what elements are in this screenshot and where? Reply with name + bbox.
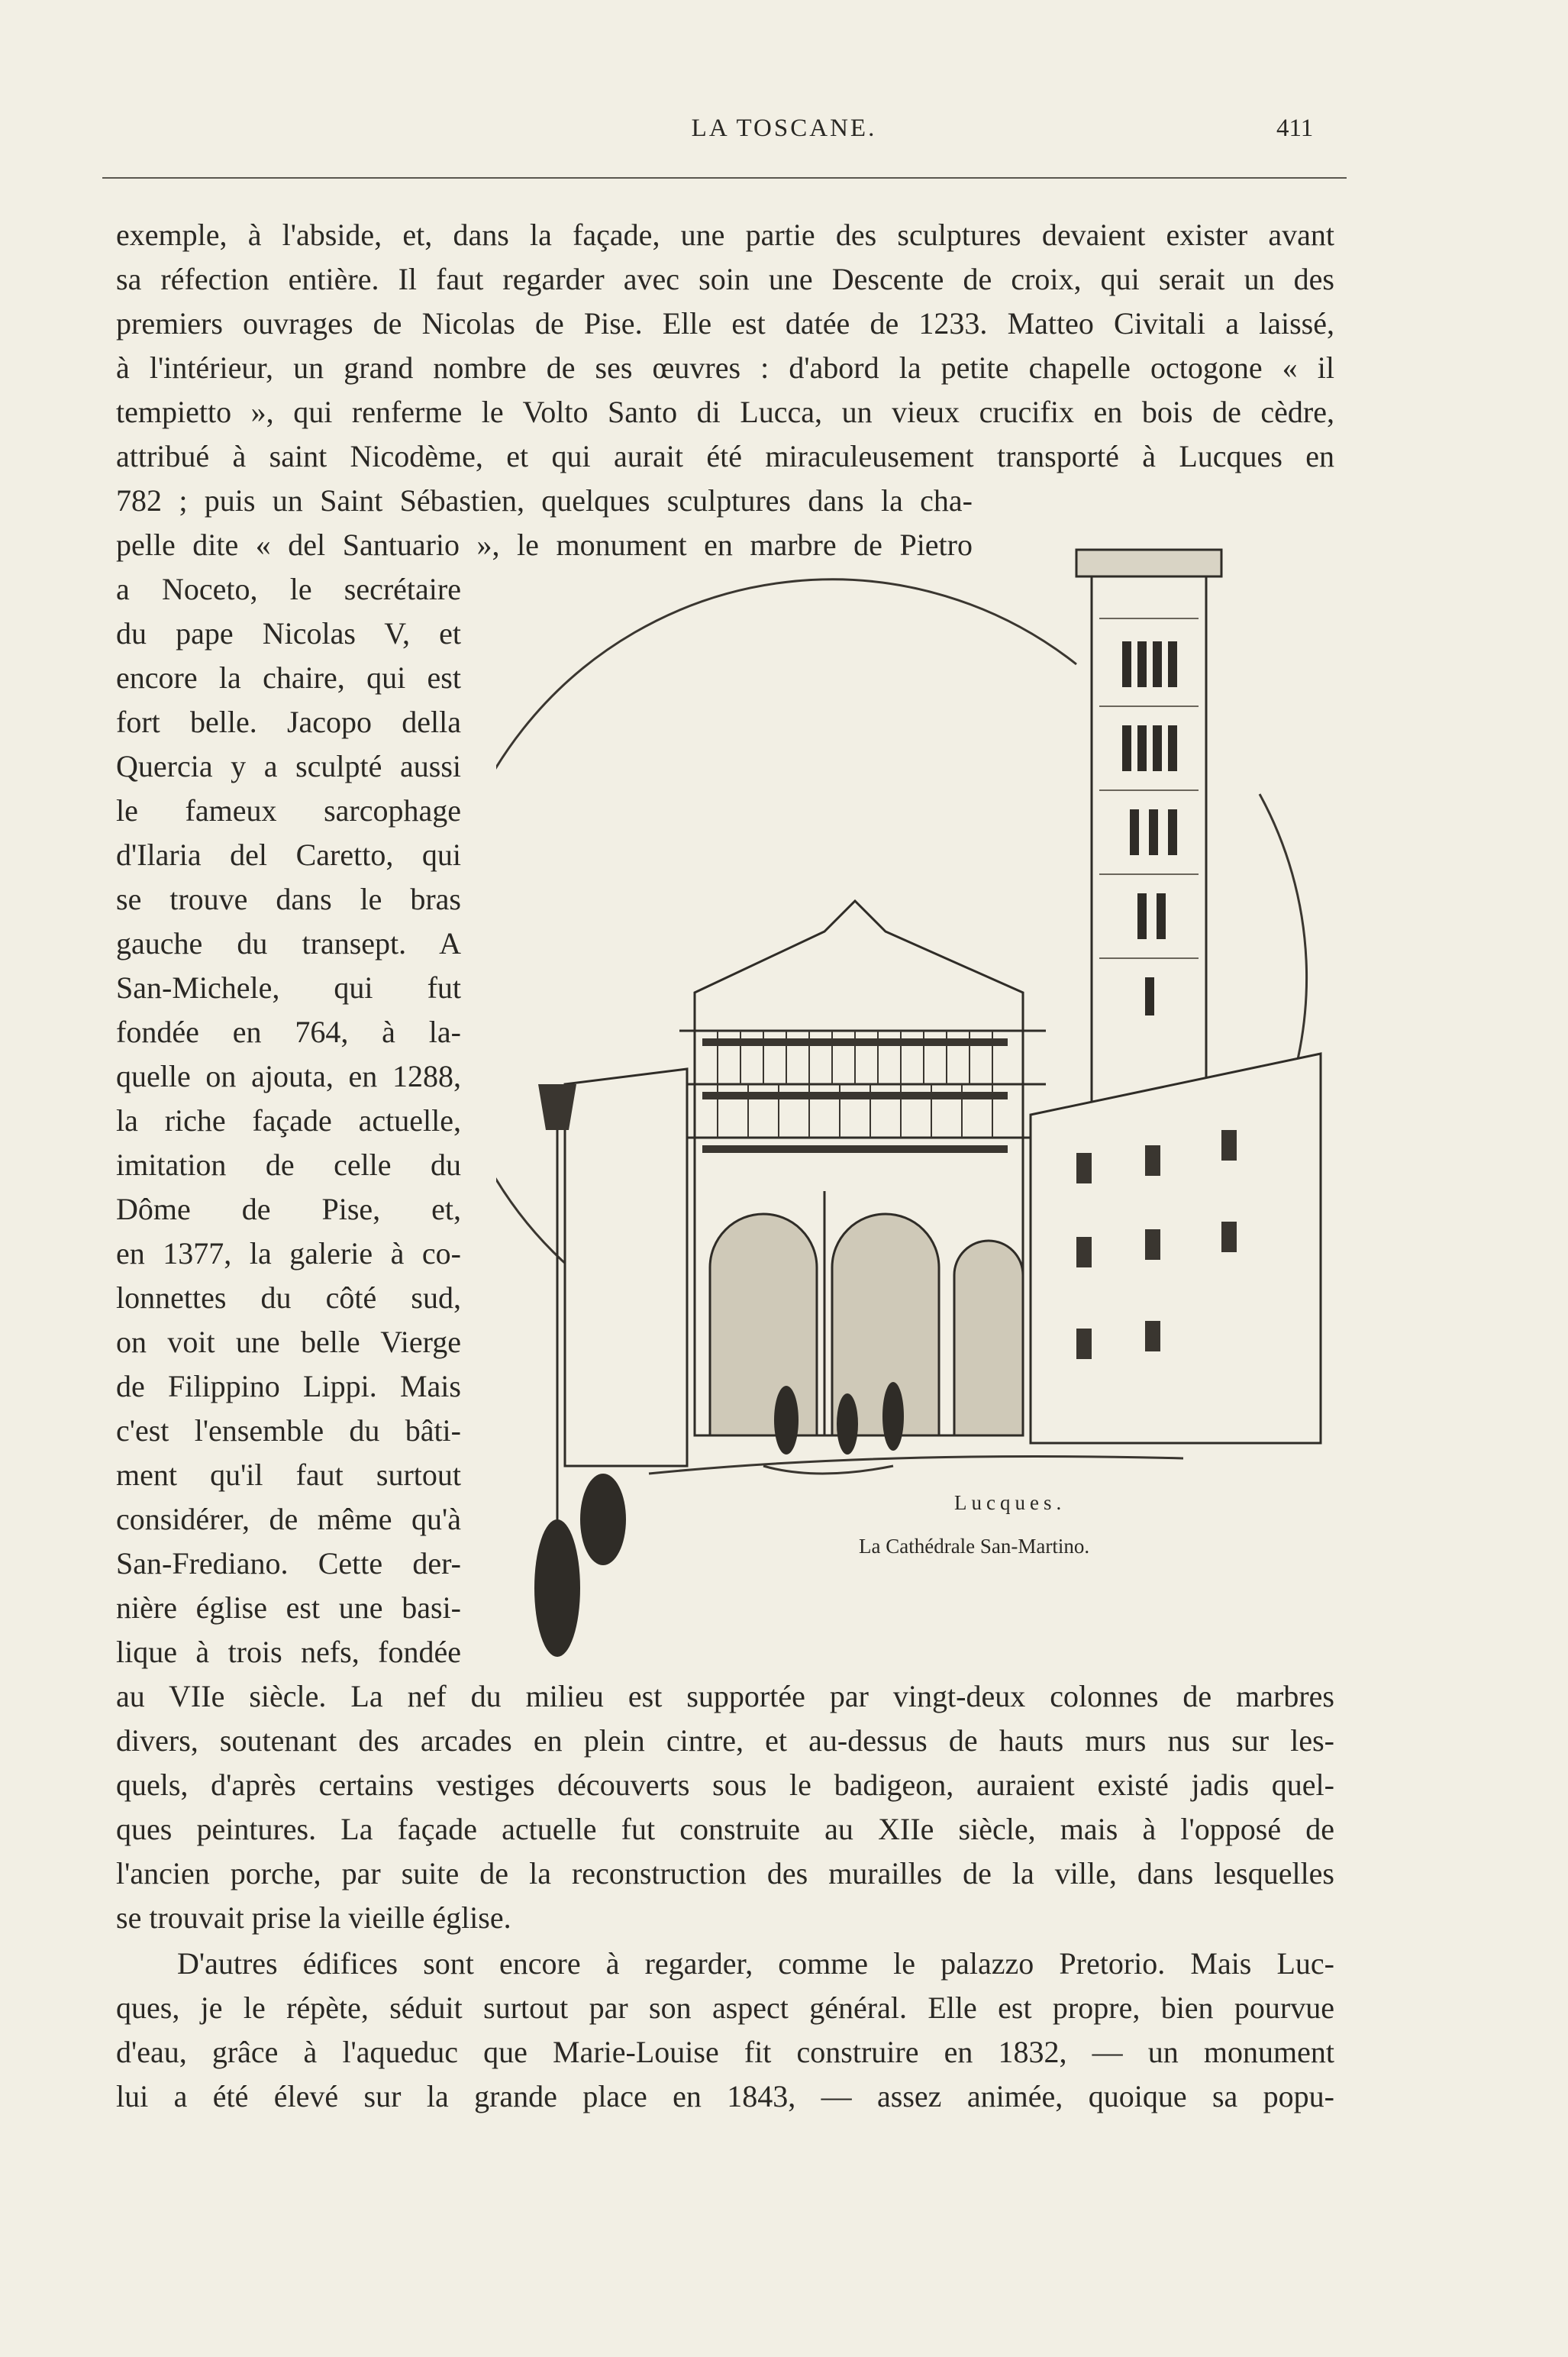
text-line: 782 ; puis un Saint Sébastien, quelques sculptures dans la cha- [116, 483, 973, 518]
cathedral-illustration [496, 504, 1351, 1657]
text-line: nière église est une basi- [116, 1590, 461, 1625]
header-rule [102, 177, 1347, 179]
text-line: gauche du transept. A [116, 926, 461, 961]
text-line: la riche façade actuelle, [116, 1103, 461, 1138]
text-line: a Noceto, le secrétaire [116, 572, 461, 606]
text-line: lonnettes du côté sud, [116, 1280, 461, 1315]
text-line: on voit une belle Vierge [116, 1325, 461, 1359]
text-line: premiers ouvrages de Nicolas de Pise. Elle est datée de 1233. Matteo Civitali a laissé, [116, 306, 1334, 341]
text-line: fondée en 764, à la- [116, 1015, 461, 1049]
text-line: San-Michele, qui fut [116, 970, 461, 1005]
text-line: d'Ilaria del Caretto, qui [116, 838, 461, 872]
text-line: en 1377, la galerie à co- [116, 1236, 461, 1271]
text-line: d'eau, grâce à l'aqueduc que Marie-Louise fit construire en 1832, — un monument [116, 2035, 1334, 2069]
text-line: fort belle. Jacopo della [116, 705, 461, 739]
text-line: du pape Nicolas V, et [116, 616, 461, 651]
text-line: quels, d'après certains vestiges découverts sous le badigeon, auraient existé jadis quel- [116, 1768, 1334, 1802]
text-line: sa réfection entière. Il faut regarder avec soin une Descente de croix, qui serait un des [116, 262, 1334, 296]
text-line: D'autres édifices sont encore à regarder, comme le palazzo Pretorio. Mais Luc- [177, 1946, 1334, 1981]
text-line: de Filippino Lippi. Mais [116, 1369, 461, 1403]
running-title: LA TOSCANE. [691, 115, 877, 142]
text-line: se trouvait prise la vieille église. [116, 1900, 511, 1935]
page-number: 411 [1276, 115, 1314, 142]
text-line: attribué à saint Nicodème, et qui aurait été miraculeusement transporté à Lucques en [116, 439, 1334, 473]
text-line: lui a été élevé sur la grande place en 1843, — assez animée, quoique sa popu- [116, 2079, 1334, 2113]
text-line: imitation de celle du [116, 1148, 461, 1182]
text-line: ques, je le répète, séduit surtout par son aspect général. Elle est propre, bien pourvue [116, 1991, 1334, 2025]
text-line: au VIIe siècle. La nef du milieu est supportée par vingt-deux colonnes de marbres [116, 1679, 1334, 1713]
text-line: tempietto », qui renferme le Volto Santo di Lucca, un vieux crucifix en bois de cèdre, [116, 395, 1334, 429]
text-line: le fameux sarcophage [116, 793, 461, 828]
text-line: ment qu'il faut surtout [116, 1458, 461, 1492]
text-line: encore la chaire, qui est [116, 660, 461, 695]
text-line: divers, soutenant des arcades en plein cintre, et au-dessus de hauts murs nus sur les- [116, 1723, 1334, 1758]
text-line: c'est l'ensemble du bâti- [116, 1413, 461, 1448]
text-line: l'ancien porche, par suite de la reconstruction des murailles de la ville, dans lesquelles [116, 1856, 1334, 1890]
text-line: exemple, à l'abside, et, dans la façade, une partie des sculptures devaient exister avant [116, 218, 1334, 252]
figure-caption-title: Lucques. [954, 1491, 1066, 1514]
text-line: San-Frediano. Cette der- [116, 1546, 461, 1580]
text-line: Quercia y a sculpté aussi [116, 749, 461, 783]
text-line: Dôme de Pise, et, [116, 1192, 461, 1226]
text-line: pelle dite « del Santuario », le monument en marbre de Pietro [116, 528, 973, 562]
text-line: lique à trois nefs, fondée [116, 1635, 461, 1669]
text-line: considérer, de même qu'à [116, 1502, 461, 1536]
figure-caption-subtitle: La Cathédrale San-Martino. [859, 1535, 1090, 1558]
text-line: se trouve dans le bras [116, 882, 461, 916]
text-line: à l'intérieur, un grand nombre de ses œuvres : d'abord la petite chapelle octogone « il [116, 350, 1334, 385]
text-line: quelle on ajouta, en 1288, [116, 1059, 461, 1093]
text-line: ques peintures. La façade actuelle fut construite au XIIe siècle, mais à l'opposé de [116, 1812, 1334, 1846]
